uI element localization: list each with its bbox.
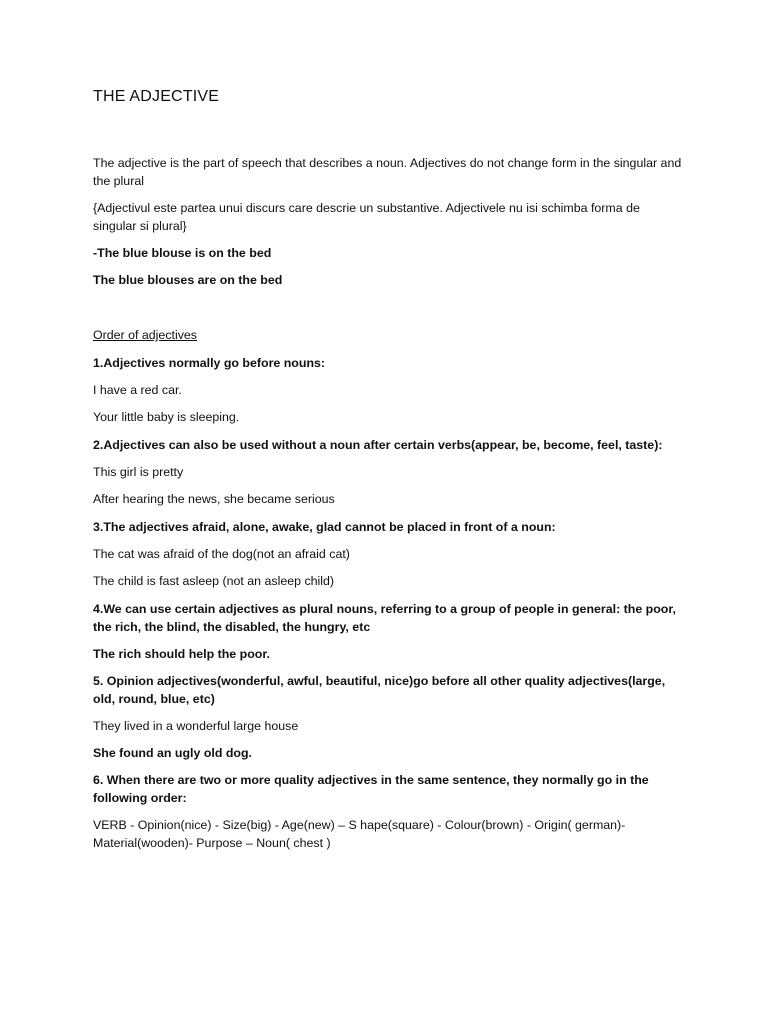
rule-5: 5. Opinion adjectives(wonderful, awful, beautiful, nice)go before all other quality adjectives(large, old, round, blue, etc)	[93, 674, 666, 706]
example-plural: The blue blouses are on the bed	[93, 273, 283, 287]
rule-3-example-2: The child is fast asleep (not an asleep child)	[93, 574, 335, 588]
intro-romanian-paragraph: {Adjectivul este partea unui discurs care descrie un substantive. Adjectivele nu isi schimba forma de singular si plural}	[93, 201, 640, 233]
document-title: THE ADJECTIVE	[93, 88, 220, 105]
rule-5-example-2: She found an ugly old dog.	[93, 746, 252, 760]
order-heading: Order of adjectives	[93, 328, 197, 342]
rule-5-example-1: They lived in a wonderful large house	[93, 719, 299, 733]
rule-1: 1.Adjectives normally go before nouns:	[93, 356, 326, 370]
rule-2: 2.Adjectives can also be used without a noun after certain verbs(appear, be, become, feel, taste):	[93, 438, 663, 452]
rule-2-example-1: This girl is pretty	[93, 465, 184, 479]
rule-2-example-2: After hearing the news, she became serious	[93, 492, 335, 506]
rule-3: 3.The adjectives afraid, alone, awake, glad cannot be placed in front of a noun:	[93, 520, 556, 534]
rule-6-order: VERB - Opinion(nice) - Size(big) - Age(new) – S hape(square) - Colour(brown) - Origin( german)- Material(wooden)- Purpose – Noun( chest )	[93, 818, 626, 850]
rule-4: 4.We can use certain adjectives as plural nouns, referring to a group of people in general: the poor, the rich, the blind, the disabled, the hungry, etc	[93, 602, 676, 634]
rule-3-example-1: The cat was afraid of the dog(not an afraid cat)	[93, 547, 350, 561]
rule-1-example-1: I have a red car.	[93, 383, 182, 397]
rule-6: 6. When there are two or more quality adjectives in the same sentence, they normally go in the following order:	[93, 773, 649, 805]
rule-1-example-2: Your little baby is sleeping.	[93, 410, 240, 424]
example-singular: -The blue blouse is on the bed	[93, 246, 272, 260]
intro-paragraph: The adjective is the part of speech that describes a noun. Adjectives do not change form in the singular and the plural	[93, 156, 682, 188]
rule-4-example-1: The rich should help the poor.	[93, 647, 270, 661]
